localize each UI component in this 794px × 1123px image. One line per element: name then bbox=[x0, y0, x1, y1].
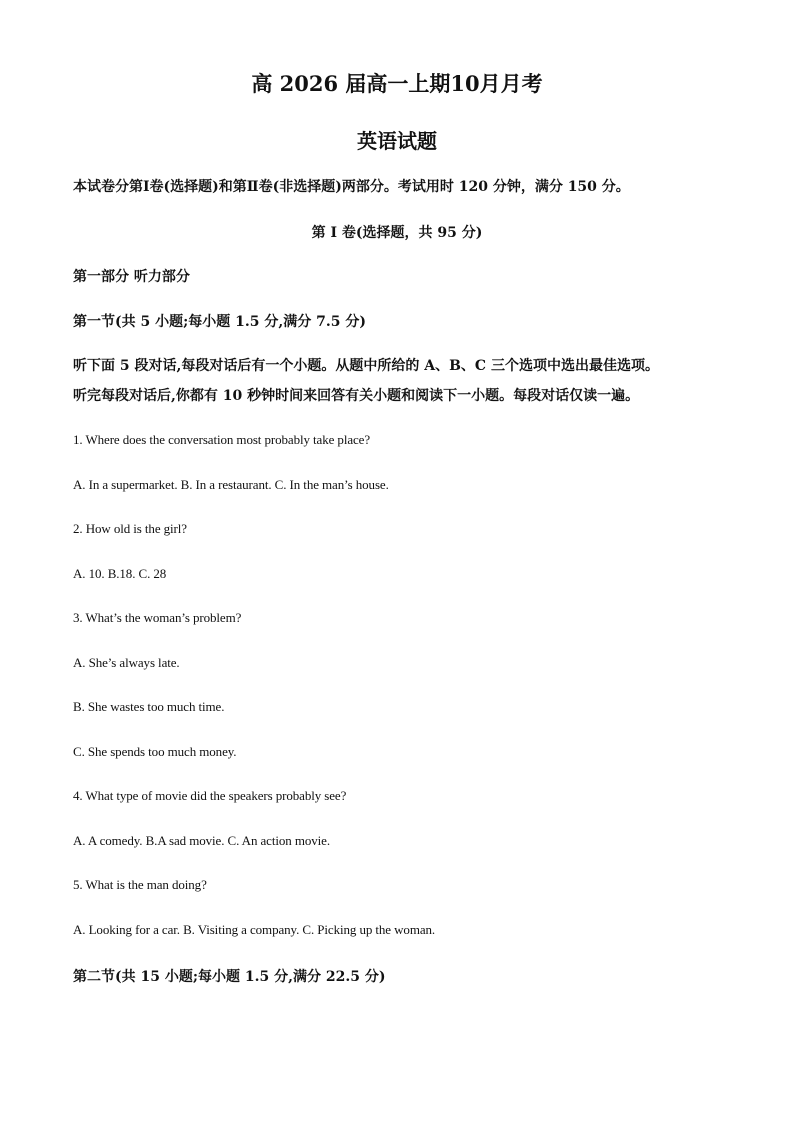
question-3-option-a: A. She’s always late. bbox=[73, 655, 180, 670]
exam-title: 高 2026 届高一上期10月月考 bbox=[251, 71, 543, 96]
question-3-option-c: C. She spends too much money. bbox=[73, 744, 237, 759]
question-1-options: A. In a supermarket. B. In a restaurant. C. In the man’s house. bbox=[73, 477, 389, 492]
part1-heading: 第一部分 听力部分 bbox=[73, 269, 190, 285]
question-2: 2. How old is the girl? bbox=[73, 521, 187, 536]
section2-heading: 第二节(共 15 小题;每小题 1.5 分,满分 22.5 分) bbox=[73, 969, 386, 985]
question-4-options: A. A comedy. B.A sad movie. C. An action movie. bbox=[73, 833, 330, 848]
section1-heading: 第一节(共 5 小题;每小题 1.5 分,满分 7.5 分) bbox=[73, 314, 366, 330]
question-5: 5. What is the man doing? bbox=[73, 877, 207, 892]
instructions-line-1: 听下面 5 段对话,每段对话后有一个小题。从题中所给的 A、B、C 三个选项中选出最佳选项。 bbox=[73, 358, 659, 374]
exam-subtitle: 英语试题 bbox=[357, 129, 437, 153]
intro-text: 本试卷分第Ⅰ卷(选择题)和第Ⅱ卷(非选择题)两部分。考试用时 120 分钟，满分 150 分。 bbox=[73, 179, 630, 195]
question-1: 1. Where does the conversation most probably take place? bbox=[73, 432, 371, 447]
question-2-options: A. 10. B.18. C. 28 bbox=[73, 566, 167, 581]
volume1-heading: 第 I 卷(选择题，共 95 分) bbox=[311, 225, 483, 241]
question-5-options: A. Looking for a car. B. Visiting a company. C. Picking up the woman. bbox=[73, 922, 436, 937]
instructions-line-2: 听完每段对话后,你都有 10 秒钟时间来回答有关小题和阅读下一小题。每段对话仅读一遍。 bbox=[73, 388, 640, 404]
question-3-option-b: B. She wastes too much time. bbox=[73, 699, 225, 714]
question-3: 3. What’s the woman’s problem? bbox=[73, 610, 242, 625]
question-4: 4. What type of movie did the speakers probably see? bbox=[73, 788, 347, 803]
